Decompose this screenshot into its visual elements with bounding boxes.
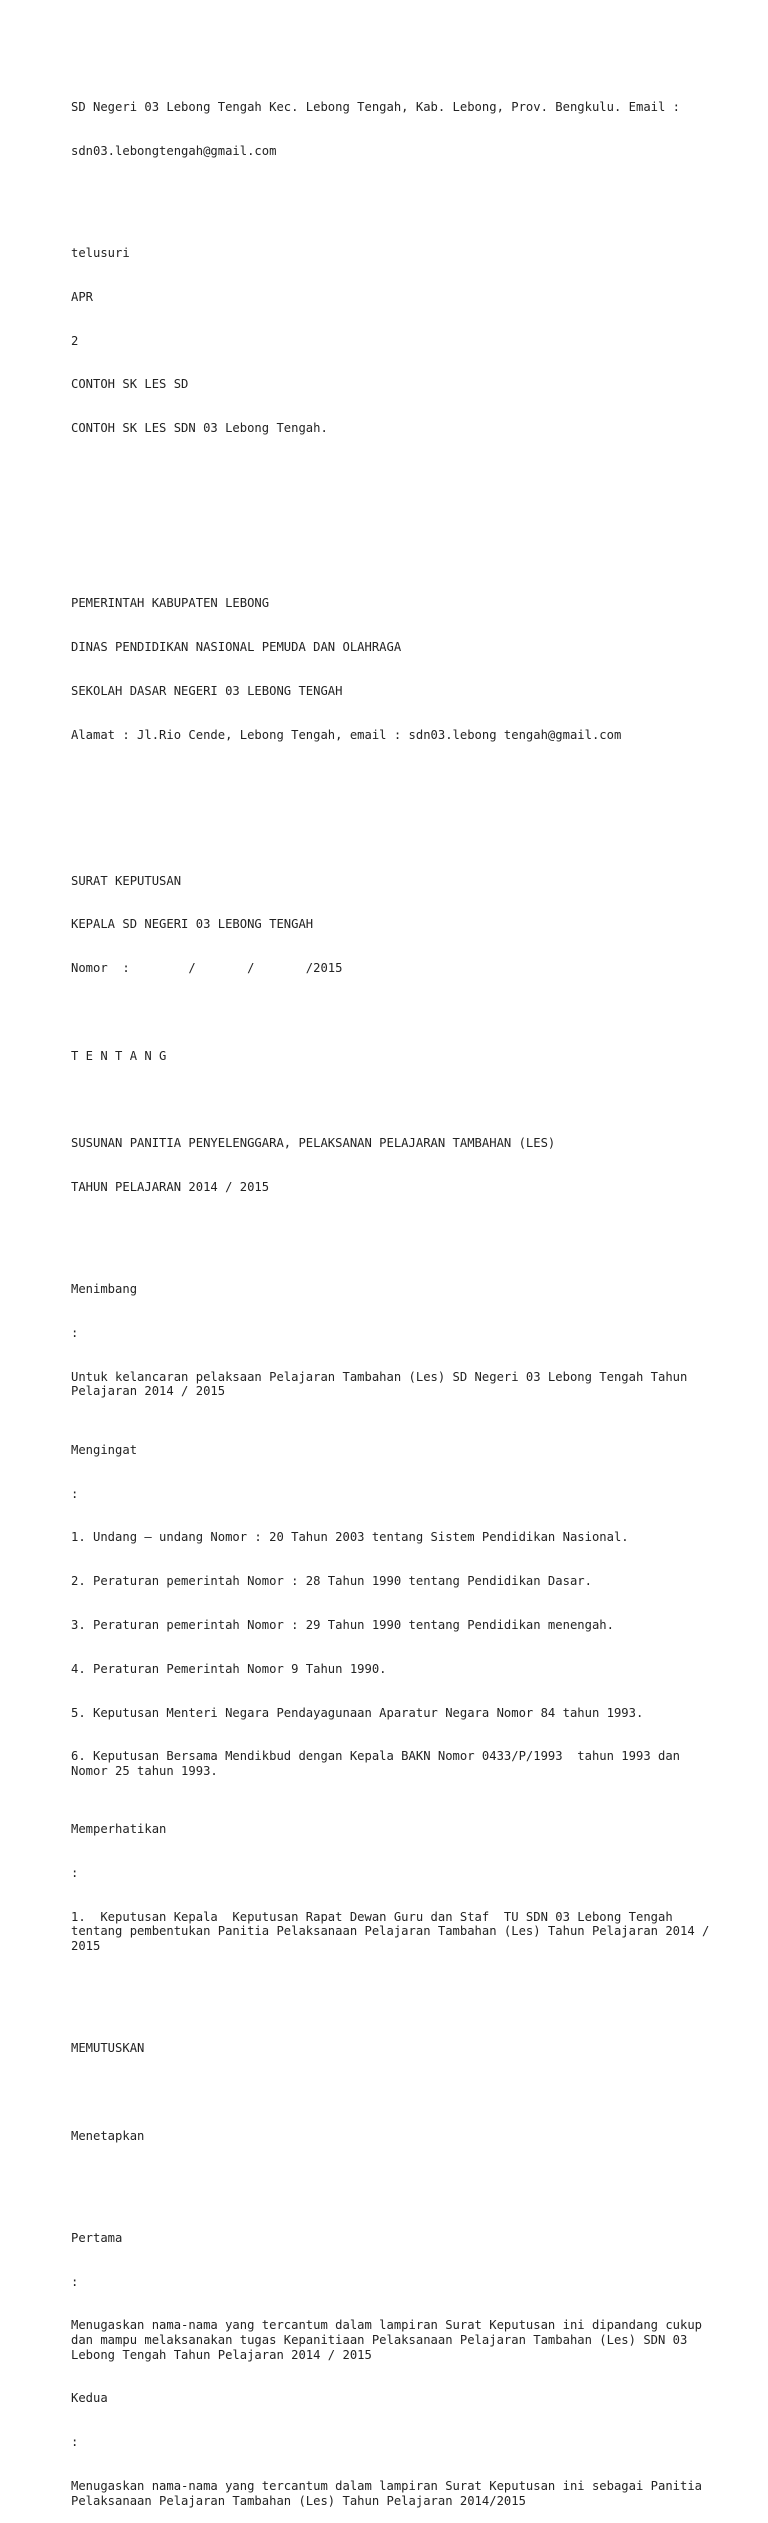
post-label: telusuri [71,246,130,261]
establish-label: Menetapkan [71,2128,145,2143]
remembering-item: 5. Keputusan Menteri Negara Pendayagunaan Aparatur Negara Nomor 84 tahun 1993. [71,1705,644,1720]
decree-tentang: T E N T A N G [71,1048,167,1063]
noting-colon: : [71,1866,79,1881]
remembering-item: 3. Peraturan pemerintah Nomor : 29 Tahun 1990 tentang Pendidikan menengah. [71,1617,614,1632]
considering-label: Menimbang [71,1282,138,1297]
remembering-item: 1. Undang – undang Nomor : 20 Tahun 2003 tentang Sistem Pendidikan Nasional. [71,1530,629,1545]
considering-colon: : [71,1326,79,1341]
considering-text: Untuk kelancaran pelaksaan Pelajaran Tambahan (Les) SD Negeri 03 Lebong Tengah Tahun Pelajaran 2014 / 2015 [71,1369,695,1399]
noting-text: 1. Keputusan Kepala Keputusan Rapat Dewan Guru dan Staf TU SDN 03 Lebong Tengah tentang pembentukan Panitia Pelaksanaan Pelajaran Tambahan (Les) Tahun Pelajaran 2014 / 2015 [71,1909,717,1954]
decree-issuer: KEPALA SD NEGERI 03 LEBONG TENGAH [71,917,314,932]
header-email: sdn03.lebongtengah@gmail.com [71,143,277,158]
post-day: 2 [71,333,79,348]
decree-number: Nomor : / / /2015 [71,961,343,976]
first-text: Menugaskan nama-nama yang tercantum dalam lampiran Surat Keputusan ini dipandang cukup dan mampu melaksanakan tugas Kepanitiaan Pelaksanaan Pelajaran Tambahan (Les) SDN 03 Lebong Tengah Tahun Pelajaran 2014 / 2015 [71,2318,710,2362]
letterhead-department: DINAS PENDIDIKAN NASIONAL PEMUDA DAN OLAHRAGA [71,640,402,655]
second-colon: : [71,2435,79,2450]
remembering-item: 6. Keputusan Bersama Mendikbud dengan Kepala BAKN Nomor 0433/P/1993 tahun 1993 dan Nomor 25 tahun 1993. [71,1749,688,1778]
second-label: Kedua [71,2391,108,2406]
document-page [71,71,721,2523]
first-label: Pertama [71,2230,123,2245]
second-text: Menugaskan nama-nama yang tercantum dalam lampiran Surat Keputusan ini sebagai Panitia Pelaksanaan Pelajaran Tambahan (Les) Tahun Pelajaran 2014/2015 [71,2478,710,2508]
remembering-colon: : [71,1486,79,1501]
remembering-item: 4. Peraturan Pemerintah Nomor 9 Tahun 1990. [71,1661,387,1676]
letterhead-school: SEKOLAH DASAR NEGERI 03 LEBONG TENGAH [71,683,343,698]
remembering-item: 2. Peraturan pemerintah Nomor : 28 Tahun 1990 tentang Pendidikan Dasar. [71,1574,592,1589]
post-subtitle: CONTOH SK LES SDN 03 Lebong Tengah. [71,421,328,436]
decree-year: TAHUN PELAJARAN 2014 / 2015 [71,1180,270,1195]
letterhead-address: Alamat : Jl.Rio Cende, Lebong Tengah, email : sdn03.lebong tengah@gmail.com [71,727,622,742]
decree-title: SURAT KEPUTUSAN [71,873,182,888]
post-month: APR [71,289,94,304]
first-colon: : [71,2274,79,2289]
header-line-1: SD Negeri 03 Lebong Tengah Kec. Lebong Tengah, Kab. Lebong, Prov. Bengkulu. Email : [71,100,681,115]
decides-heading: MEMUTUSKAN [71,2041,145,2056]
remembering-label: Mengingat [71,1442,138,1457]
letterhead-government: PEMERINTAH KABUPATEN LEBONG [71,596,270,611]
noting-label: Memperhatikan [71,1822,167,1837]
post-title: CONTOH SK LES SD [71,377,189,392]
decree-subject: SUSUNAN PANITIA PENYELENGGARA, PELAKSANAN PELAJARAN TAMBAHAN (LES) [71,1136,556,1151]
